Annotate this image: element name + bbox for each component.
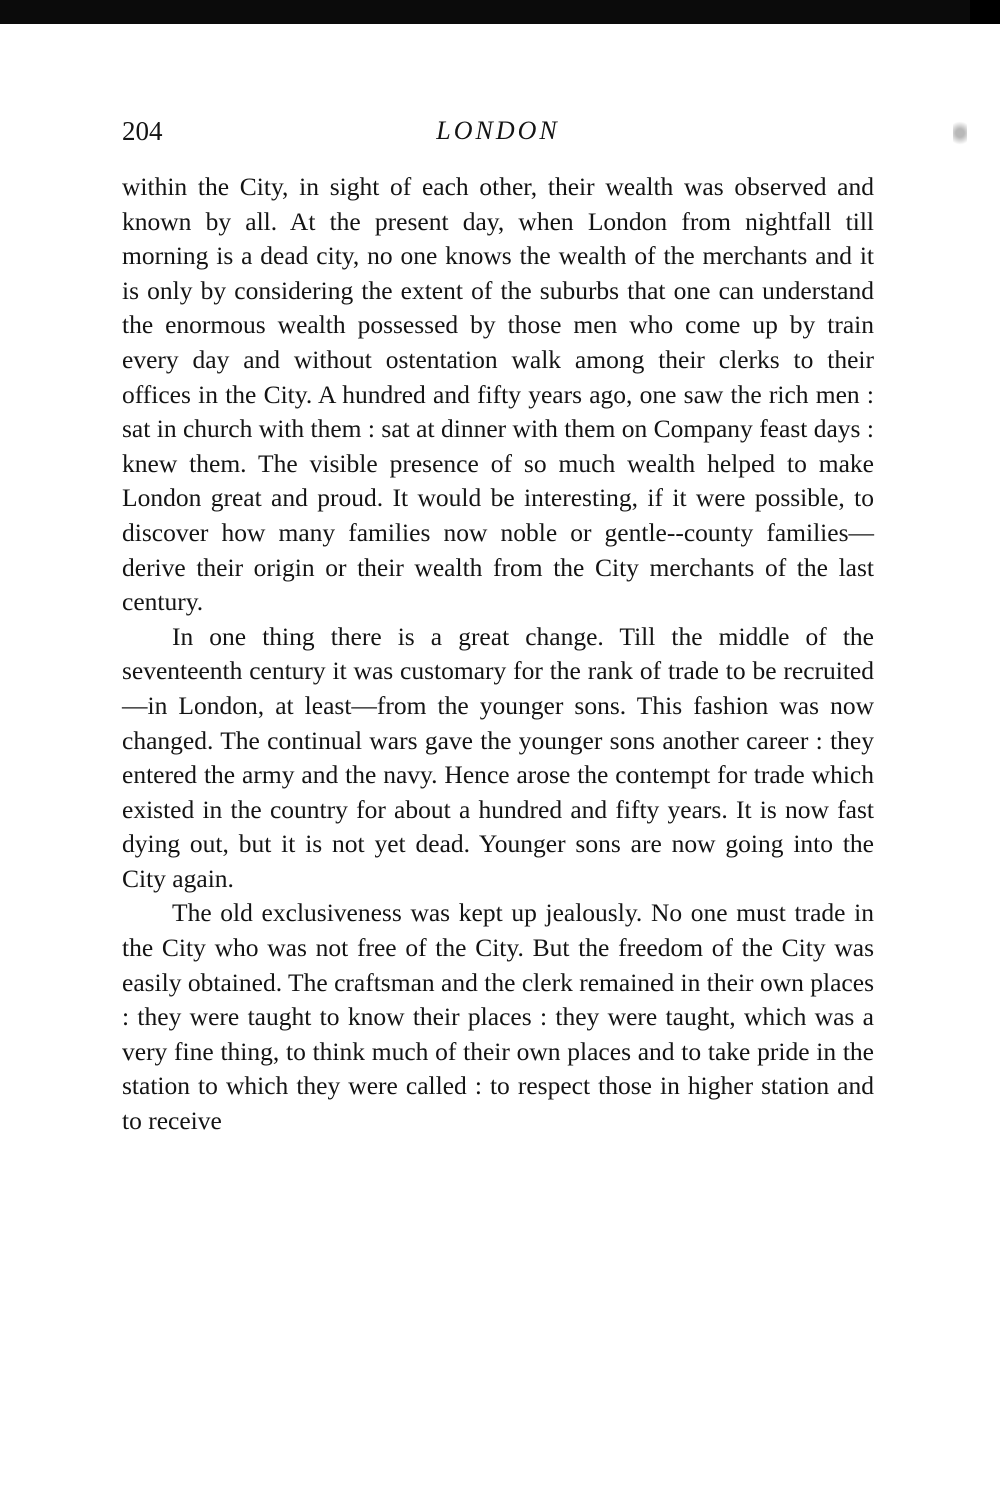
running-title: LONDON: [436, 116, 560, 145]
page-number: 204: [122, 116, 163, 146]
paragraph-2: In one thing there is a great change. Till the middle of the seventeenth century it was customary for the rank of trade to be recruited—in London, at least—from the younger sons. This fashion was now changed. The continual wars gave the younger sons another career : they entered the army and the navy. Hence arose the contempt for trade which existed in the country for about a hundred and fifty years. It is now fast dying out, but it is not yet dead. Younger sons are now going into the City again.: [122, 621, 874, 893]
top-border-rule-end: [970, 0, 1000, 24]
body-text: [122, 170, 874, 1139]
paragraph-3: The old exclusiveness was kept up jealously. No one must trade in the City who was not free of the City. But the freedom of the City was easily obtained. The craftsman and the clerk remained in their own places : they were taught to know their places : they were taught, which was a very fine thing, to think much of their own places and to take pride in the station to which they were called : to respect those in higher station and to receive: [122, 898, 874, 1136]
top-border-rule: [0, 0, 1000, 24]
paragraph-1: within the City, in sight of each other, their wealth was observed and known by all. At the present day, when London from nightfall till morning is a dead city, no one knows the wealth of the merchants and it is only by considering the extent of the suburbs that one can understand the enormous wealth possessed by those men who come up by train every day and without ostentation walk among their clerks to their offices in the City. A hundred and fifty years ago, one saw the rich men : sat in church with them : sat at dinner with them on Company feast days : knew them. The visible presence of so much wealth helped to make London great and proud. It would be interesting, if it were possible, to discover how many families now noble or gentle--county families—derive their origin or their wealth from the City merchants of the last century.: [122, 172, 874, 617]
running-head: [122, 108, 874, 152]
scan-speck: [953, 115, 967, 151]
